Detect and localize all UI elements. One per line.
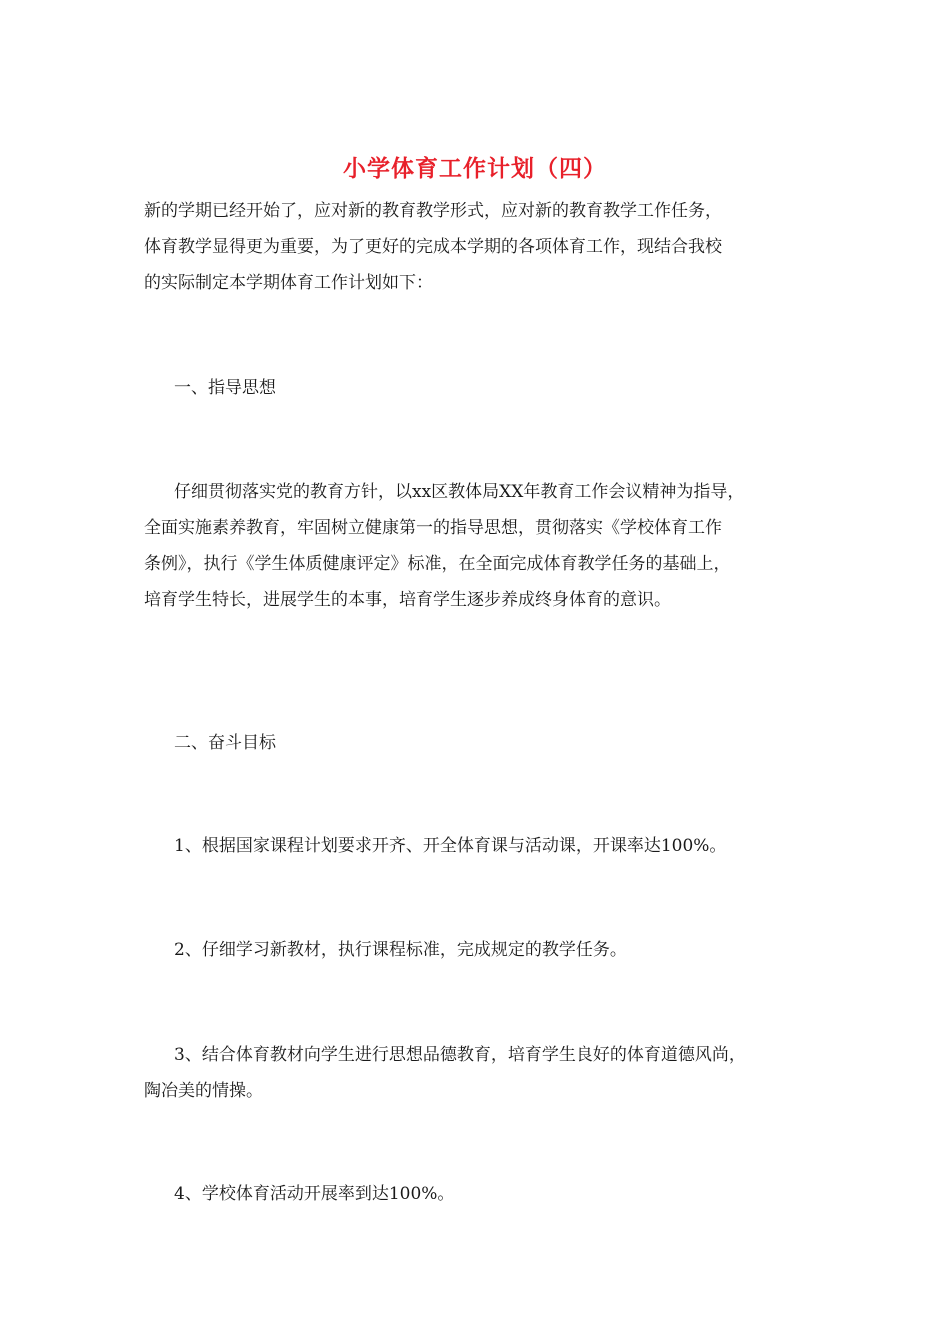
intro-paragraph [144, 193, 814, 301]
section1-paragraph [144, 474, 814, 618]
goal-3-line: 陶冶美的情操。 [144, 1081, 263, 1101]
section2-heading: 二、奋斗目标 [174, 733, 276, 753]
intro-line: 新的学期已经开始了，应对新的教育教学形式，应对新的教育教学工作任务， [144, 201, 722, 221]
goal-3-block [144, 1037, 814, 1109]
section1-heading: 一、指导思想 [174, 378, 276, 398]
intro-line: 体育教学显得更为重要，为了更好的完成本学期的各项体育工作，现结合我校 [144, 237, 722, 257]
intro-line: 的实际制定本学期体育工作计划如下： [144, 273, 433, 293]
goal-1: 1、根据国家课程计划要求开齐、开全体育课与活动课，开课率达100%。 [174, 836, 727, 856]
section1-heading-block [144, 370, 814, 406]
section1-line: 培育学生特长，进展学生的本事，培育学生逐步养成终身体育的意识。 [144, 590, 671, 610]
section1-line: 仔细贯彻落实党的教育方针，以xx区教体局XX年教育工作会议精神为指导， [174, 482, 745, 502]
document-title: 小学体育工作计划（四） [343, 155, 607, 182]
goal-2-block [144, 932, 814, 968]
goal-2: 2、仔细学习新教材，执行课程标准，完成规定的教学任务。 [174, 940, 627, 960]
goal-3-line: 3、结合体育教材向学生进行思想品德教育，培育学生良好的体育道德风尚， [174, 1045, 746, 1065]
goal-1-block [144, 828, 814, 864]
goal-4: 4、学校体育活动开展率到达100%。 [174, 1184, 455, 1204]
section1-line: 条例》，执行《学生体质健康评定》标准，在全面完成体育教学任务的基础上， [144, 554, 731, 574]
section1-line: 全面实施素养教育，牢固树立健康第一的指导思想，贯彻落实《学校体育工作 [144, 518, 722, 538]
section2-heading-block [144, 725, 814, 761]
goal-4-block [144, 1176, 814, 1212]
